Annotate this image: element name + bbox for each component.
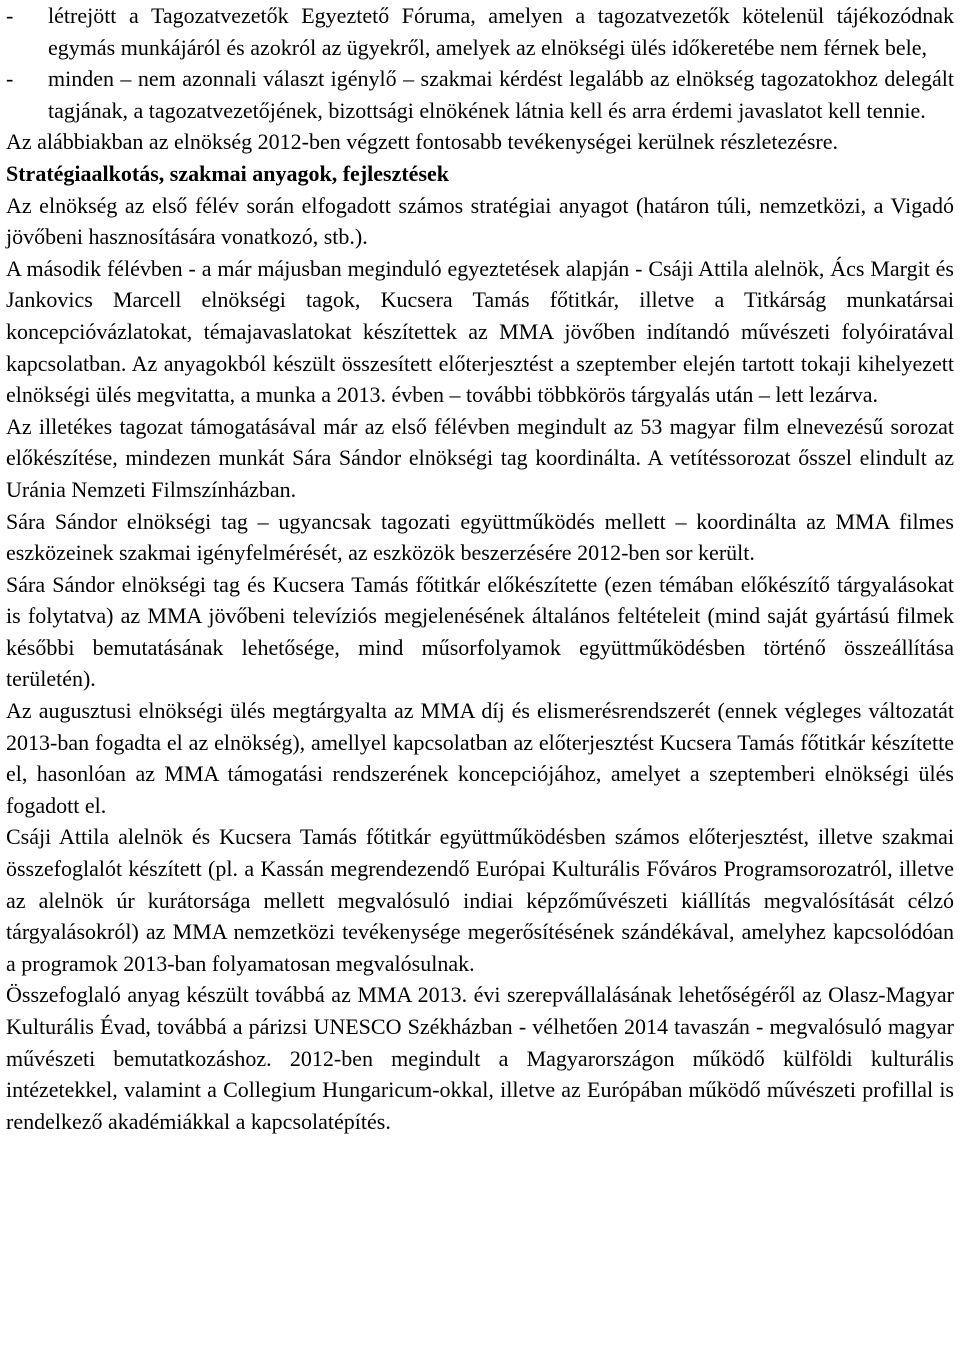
body-paragraph: Az augusztusi elnökségi ülés megtárgyalta az MMA díj és elismerésrendszerét (ennek végleges változatát 2013-ban fogadta el az elnökség), amellyel kapcsolatban az előterjesztést Kucsera Tamás főtitkár készítette el, hasonlóan az MMA támogatási rendszerének koncepciójához, amelyet a szeptemberi elnökségi ülés fogadott el. bbox=[6, 698, 954, 818]
body-paragraph: Az elnökség az első félév során elfogadott számos stratégiai anyagot (határon túli, nemzetközi, a Vigadó jövőbeni hasznosítására vonatkozó, stb.). bbox=[6, 192, 954, 250]
body-paragraph: Csáji Attila alelnök és Kucsera Tamás főtitkár együttműködésben számos előterjesztést, illetve szakmai összefoglalót készített (pl. a Kassán megrendezendő Európai Kulturális Főváros Programsorozatról, illetve az alelnök úr kurátorsága mellett megvalósuló indiai képzőművészeti kiállítás megvalósítását célzó tárgyalásokról) az MMA nemzetközi tevékenysége megerősítésének szándékával, amelyhez kapcsolódóan a programok 2013-ban folyamatosan megvalósulnak. bbox=[6, 824, 954, 976]
bullet-item bbox=[6, 63, 954, 126]
body-paragraph: A második félévben - a már májusban meginduló egyeztetések alapján - Csáji Attila alelnök, Ács Margit és Jankovics Marcell elnökségi tagok, Kucsera Tamás főtitkár, illetve a Titkárság munkatársai koncepcióvázlatokat, témajavaslatokat készítettek az MMA jövőben indítandó művészeti folyóiratával kapcsolatban. Az anyagokból készült összesített előterjesztést a szeptember elején tartott tokaji kihelyezett elnökségi ülés megvitatta, a munka a 2013. évben – további többkörös tárgyalás után – lett lezárva. bbox=[6, 255, 954, 408]
bullet-item bbox=[6, 0, 954, 63]
body-paragraph: Sára Sándor elnökségi tag – ugyancsak tagozati együttműködés mellett – koordinálta az MMA filmes eszközeinek szakmai igényfelmérését, az eszközök beszerzésére 2012-ben sor került. bbox=[6, 508, 954, 566]
body-paragraph: Az illetékes tagozat támogatásával már az első félévben megindult az 53 magyar film elnevezésű sorozat előkészítése, mindezen munkát Sára Sándor elnökségi tag koordinálta. A vetítéssorozat ősszel elindult az Uránia Nemzeti Filmszínházban. bbox=[6, 413, 954, 502]
bullet-marker: - bbox=[6, 66, 14, 92]
body-paragraph: Összefoglaló anyag készült továbbá az MMA 2013. évi szerepvállalásának lehetőségéről az Olasz-Magyar Kulturális Évad, továbbá a párizsi UNESCO Székházban - vélhetően 2014 tavaszán - megvalósuló magyar művészeti bemutatkozáshoz. 2012-ben megindult a Magyarországon működő külföldi kulturális intézetekkel, valamint a Collegium Hungaricum-okkal, illetve az Európában működő művészeti profillal is rendelkező akadémiákkal a kapcsolatépítés. bbox=[6, 982, 954, 1134]
section-heading: Stratégiaalkotás, szakmai anyagok, fejlesztések bbox=[6, 160, 450, 186]
body-paragraph: Sára Sándor elnökségi tag és Kucsera Tamás főtitkár előkészítette (ezen témában előkészítő tárgyalásokat is folytatva) az MMA jövőbeni televíziós megjelenésének általános feltételeit (mind saját gyártású filmek későbbi bemutatásának lehetősége, mind műsorfolyamok együttműködésben történő összeállítása területén). bbox=[6, 571, 954, 692]
bullet-text: minden – nem azonnali választ igénylő – szakmai kérdést legalább az elnökség tagozatokhoz delegált tagjának, a tagozatvezetőjének, bizottsági elnökének látnia kell és arra érdemi javaslatot kell tennie. bbox=[48, 66, 954, 123]
intro-paragraph: Az alábbiakban az elnökség 2012-ben végzett fontosabb tevékenységei kerülnek részletezésre. bbox=[6, 129, 838, 155]
bullet-text: létrejött a Tagozatvezetők Egyeztető Fóruma, amelyen a tagozatvezetők kötelenül tájékozódnak egymás munkájáról és azokról az ügyekről, amelyek az elnökségi ülés időkeretébe nem férnek bele, bbox=[48, 3, 954, 60]
bullet-marker: - bbox=[6, 3, 14, 28]
